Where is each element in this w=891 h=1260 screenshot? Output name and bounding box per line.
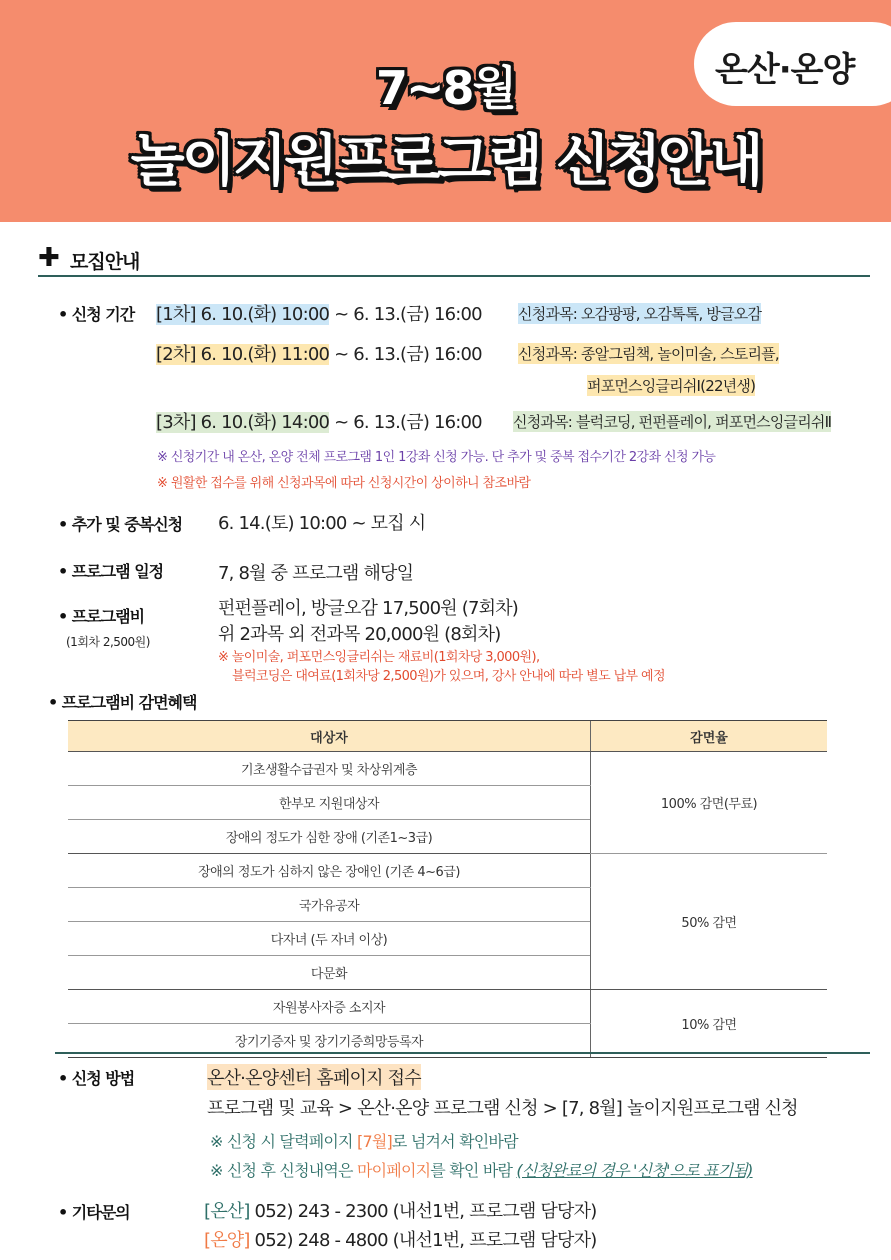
contact-onsan: [온산] 052) 243 - 2300 (내선1번, 프로그램 담당자) <box>204 1201 597 1222</box>
round-3-subjects: 신청과목: 블럭코딩, 펀펀플레이, 퍼포먼스잉글리쉬Ⅱ <box>513 413 832 431</box>
table-row: 기초생활수급권자 및 차상위계층 100% 감면(무료) <box>68 752 827 786</box>
title-month: 7~8월 <box>376 61 515 115</box>
schedule-label: • 프로그램 일정 <box>58 562 164 581</box>
discount-table <box>68 720 827 1058</box>
round-1-date: [1차] 6. 10.(화) 10:00 <box>156 304 330 325</box>
period-label: • 신청 기간 <box>58 305 135 324</box>
round-1: [1차] 6. 10.(화) 10:00 ~ 6. 13.(금) 16:00 <box>156 304 482 325</box>
apply-method: 온산·온양센터 홈페이지 접수 <box>207 1064 421 1090</box>
rate-50: 50% 감면 <box>591 854 828 990</box>
table-row: 국가유공자 <box>68 888 827 922</box>
contact-label: • 기타문의 <box>58 1203 130 1222</box>
rate-100: 100% 감면(무료) <box>591 752 828 854</box>
round-2-subjects: 신청과목: 종알그림책, 놀이미술, 스토리플, <box>518 345 779 363</box>
table-header-target: 대상자 <box>68 721 591 752</box>
plus-icon: ✚ <box>38 243 60 273</box>
fee-line-2: 위 2과목 외 전과목 20,000원 (8회차) <box>218 624 501 645</box>
table-row: 다자녀 (두 자녀 이상) <box>68 922 827 956</box>
section-divider-2 <box>55 1052 870 1054</box>
extra-label: • 추가 및 중복신청 <box>58 515 183 534</box>
schedule-value: 7, 8월 중 프로그램 해당일 <box>218 563 414 584</box>
region-label: 온산·온양 <box>715 50 855 90</box>
contact-onyang: [온양] 052) 248 - 4800 (내선1번, 프로그램 담당자) <box>204 1230 597 1251</box>
period-note-1: ※ 신청기간 내 온산, 온양 전체 프로그램 1인 1강좌 신청 가능. 단 추가 및 중복 접수기간 2강좌 신청 가능 <box>157 450 716 465</box>
round-3-date: [3차] 6. 10.(화) 14:00 <box>156 412 330 433</box>
apply-path: 프로그램 및 교육 > 온산·온양 프로그램 신청 > [7, 8월] 놀이지원프로그램 신청 <box>207 1098 798 1119</box>
round-2-subjects-cont: 퍼포먼스잉글리쉬Ⅰ(22년생) <box>587 377 756 395</box>
round-3: [3차] 6. 10.(화) 14:00 ~ 6. 13.(금) 16:00 <box>156 412 482 433</box>
table-header-row <box>68 721 827 752</box>
discount-label: • 프로그램비 감면혜택 <box>48 693 197 712</box>
apply-note-1: ※ 신청 시 달력페이지 [7월]로 넘겨서 확인바람 <box>210 1132 518 1151</box>
extra-value: 6. 14.(토) 10:00 ~ 모집 시 <box>218 513 426 534</box>
table-row: 장기기증자 및 장기기증희망등록자 <box>68 1024 827 1058</box>
table-row: 장애의 정도가 심하지 않은 장애인 (기존 4~6급) 50% 감면 <box>68 854 827 888</box>
fee-note-2: 블럭코딩은 대여료(1회차당 2,500원)가 있으며, 강사 안내에 따라 별도 납부 예정 <box>232 669 665 684</box>
fee-label: • 프로그램비 <box>58 607 145 626</box>
apply-note-2: ※ 신청 후 신청내역은 마이페이지를 확인 바람 (신청완료의 경우 '신청'으로 표기됨) <box>210 1161 753 1180</box>
table-row: 한부모 지원대상자 <box>68 786 827 820</box>
round-2-date: [2차] 6. 10.(화) 11:00 <box>156 344 330 365</box>
fee-note-1: ※ 놀이미술, 퍼포먼스잉글리쉬는 재료비(1회차당 3,000원), <box>218 650 540 665</box>
table-row: 자원봉사자증 소지자 10% 감면 <box>68 990 827 1024</box>
round-2: [2차] 6. 10.(화) 11:00 ~ 6. 13.(금) 16:00 <box>156 344 482 365</box>
period-note-2: ※ 원활한 접수를 위해 신청과목에 따라 신청시간이 상이하니 참조바람 <box>157 476 531 491</box>
rate-10: 10% 감면 <box>591 990 828 1058</box>
fee-line-1: 펀펀플레이, 방글오감 17,500원 (7회차) <box>218 598 519 619</box>
page-title: 놀이지원프로그램 신청안내 <box>130 129 761 194</box>
section-divider <box>38 275 870 277</box>
round-1-subjects: 신청과목: 오감팡팡, 오감톡톡, 방글오감 <box>518 305 762 323</box>
table-header-rate: 감면율 <box>591 721 828 752</box>
section-heading-recruit: 모집안내 <box>70 251 140 273</box>
table-row: 다문화 <box>68 956 827 990</box>
apply-label: • 신청 방법 <box>58 1069 135 1088</box>
fee-sub-label: (1회차 2,500원) <box>66 635 150 649</box>
table-row: 장애의 정도가 심한 장애 (기존1~3급) <box>68 820 827 854</box>
